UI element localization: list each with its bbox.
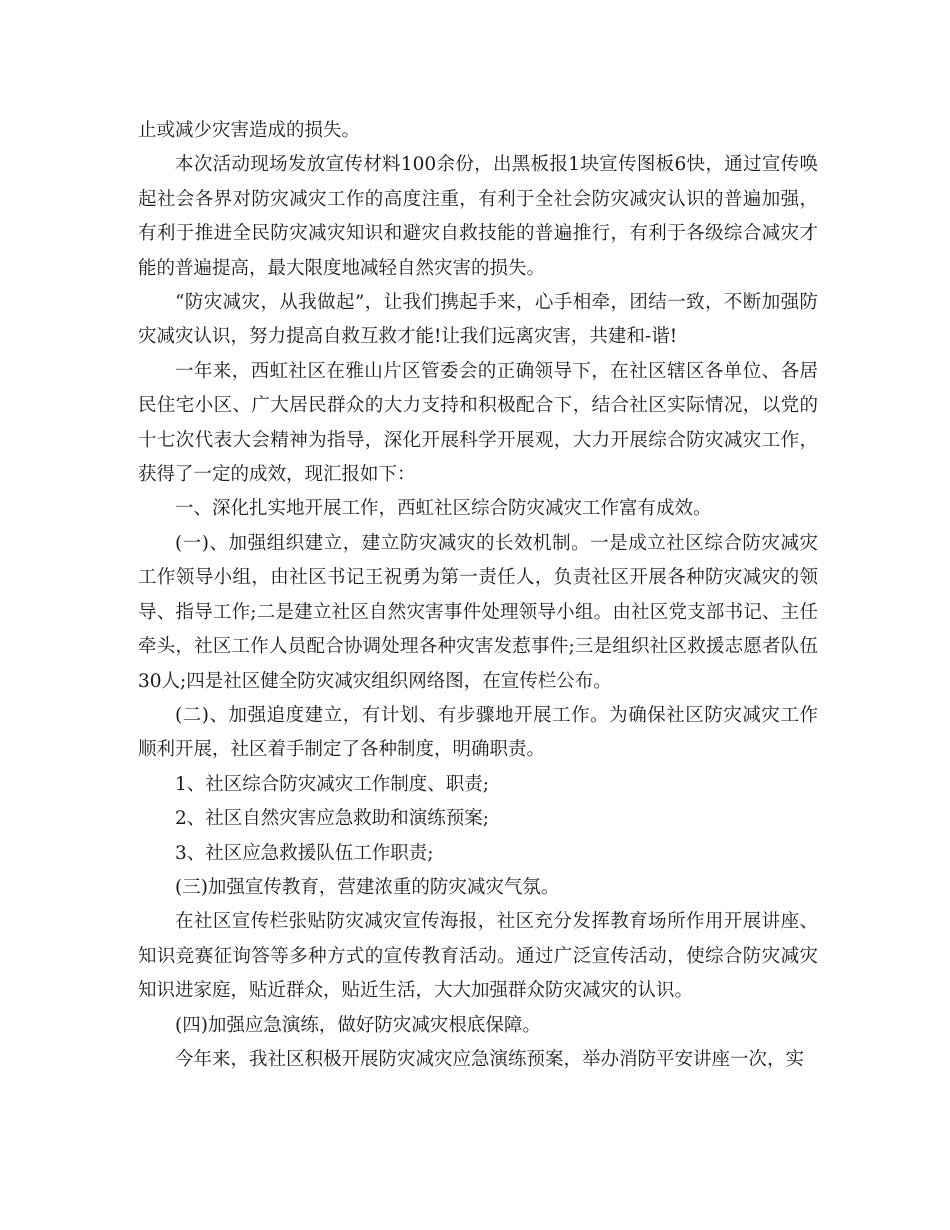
document-body xyxy=(138,114,818,1077)
paragraph-7: 在社区宣传栏张贴防灾减灾宣传海报，社区充分发挥教育场所作用开展讲座、知识竞赛征询答等多种方式的宣传教育活动。通过广泛宣传活动，使综合防灾减灾知识进家庭，贴近群众，贴近生活，大大加强群众防灾减灾的认识。 xyxy=(138,911,818,1002)
subheading-4: (四)加强应急演练，做好防灾减灾根底保障。 xyxy=(175,1014,541,1036)
subheading-3: (三)加强宣传教育，营建浓重的防灾减灾气氛。 xyxy=(175,876,560,898)
paragraph-6: (二)、加强追度建立，有计划、有步骤地开展工作。为确保社区防灾减灾工作顺利开展，社区着手制定了各种制度，明确职责。 xyxy=(138,704,818,761)
section-heading-1: 一、深化扎实地开展工作，西虹社区综合防灾减灾工作富有成效。 xyxy=(175,498,712,520)
paragraph-4: 一年来，西虹社区在雅山片区管委会的正确领导下，在社区辖区各单位、各居民住宅小区、广大居民群众的大力支持和积极配合下，结合社区实际情况，以党的十七次代表大会精神为指导，深化开展科学开展观，大力开展综合防灾减灾工作，获得了一定的成效，现汇报如下： xyxy=(138,360,818,486)
list-item-2: 2、社区自然灾害应急救助和演练预案; xyxy=(175,808,490,830)
list-item-3: 3、社区应急救援队伍工作职责; xyxy=(175,842,434,864)
paragraph-8: 今年来，我社区积极开展防灾减灾应急演练预案，举办消防平安讲座一次，实 xyxy=(175,1048,805,1070)
paragraph-2: 本次活动现场发放宣传材料100余份，出黑板报1块宣传图板6快，通过宣传唤起社会各界对防灾减灾工作的高度注重，有利于全社会防灾减灾认识的普遍加强，有利于推进全民防灾减灾知识和避灾自救技能的普遍推行，有利于各级综合减灾才能的普遍提高，最大限度地减轻自然灾害的损失。 xyxy=(138,154,818,279)
list-item-1: 1、社区综合防灾减灾工作制度、职责; xyxy=(175,773,490,795)
paragraph-1: 止或减少灾害造成的损失。 xyxy=(138,120,361,141)
paragraph-5: (一)、加强组织建立，建立防灾减灾的长效机制。一是成立社区综合防灾减灾工作领导小组，由社区书记王祝勇为第一责任人，负责社区开展各种防灾减灾的领导、指导工作;二是建立社区自然灾害事件处理领导小组。由社区党支部书记、主任牵头，社区工作人员配合协调处理各种灾害发惹事件;三是组织社区救援志愿者队伍30人;四是社区健全防灾减灾组织网络图，在宣传栏公布。 xyxy=(138,532,818,692)
paragraph-3: “防灾减灾，从我做起”，让我们携起手来，心手相牵，团结一致，不断加强防灾减灾认识，努力提高自救互救才能!让我们远离灾害，共建和-谐! xyxy=(138,292,818,348)
